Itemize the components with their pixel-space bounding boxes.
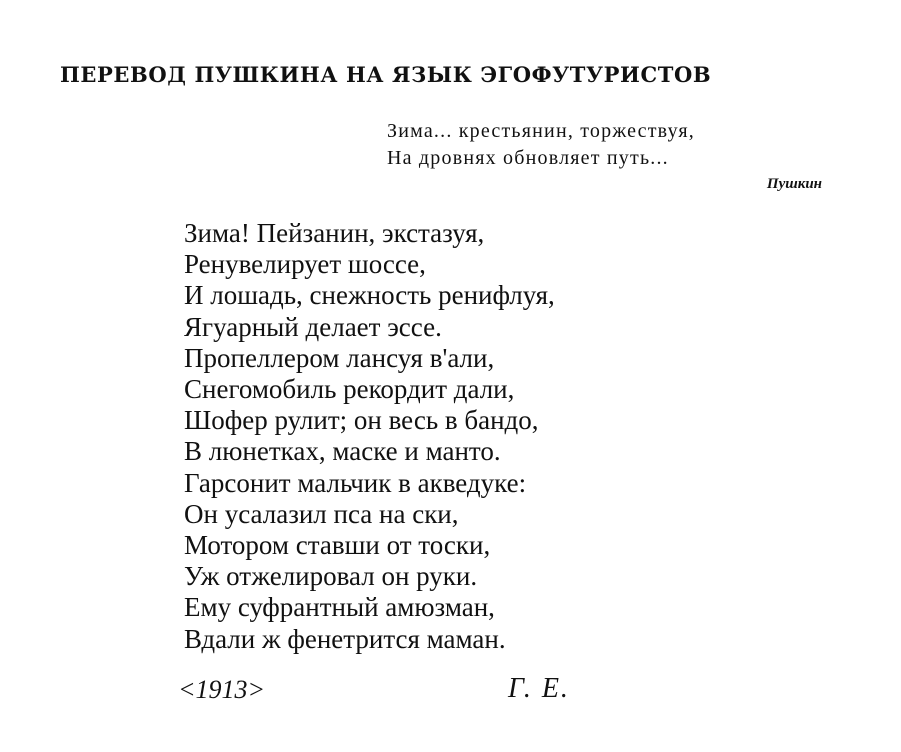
poem-line: Снегомобиль рекордит дали, <box>184 374 515 405</box>
poem-line: Шофер рулит; он весь в бандо, <box>184 405 539 436</box>
poem-line: Ягуарный делает эссе. <box>184 311 442 342</box>
epigraph-line: На дровнях обновляет путь... <box>387 147 669 169</box>
poem-line: Ему суфрантный амюзман, <box>184 592 495 623</box>
epigraph-line: Зима... крестьянин, торжествуя, <box>387 120 695 142</box>
epigraph-author: Пушкин <box>766 176 822 192</box>
poem-line: Зима! Пейзанин, экстазуя, <box>184 218 485 248</box>
poem-line: Гарсонит мальчик в акведуке: <box>184 467 527 498</box>
poem-line: Уж отжелировал он руки. <box>184 561 478 592</box>
author-signature: Г. Е. <box>508 673 570 704</box>
poem-title: ПЕРЕВОД ПУШКИНА НА ЯЗЫК ЭГОФУТУРИСТОВ <box>60 62 712 87</box>
poem-line: Ренувелирует шоссе, <box>184 249 426 280</box>
poem-date: <1913> <box>178 675 266 704</box>
poem-line: Мотором ставши от тоски, <box>184 530 491 561</box>
poem-line: Вдали ж фенетрится маман. <box>184 623 506 654</box>
poem-line: И лошадь, снежность ренифлуя, <box>184 280 555 311</box>
poem-line: Пропеллером лансуя в'али, <box>184 342 495 373</box>
epigraph <box>387 118 695 172</box>
poem-body <box>184 218 555 655</box>
poem-line: Он усалазил пса на ски, <box>184 498 459 529</box>
poem-line: В люнетках, маске и манто. <box>184 436 501 467</box>
